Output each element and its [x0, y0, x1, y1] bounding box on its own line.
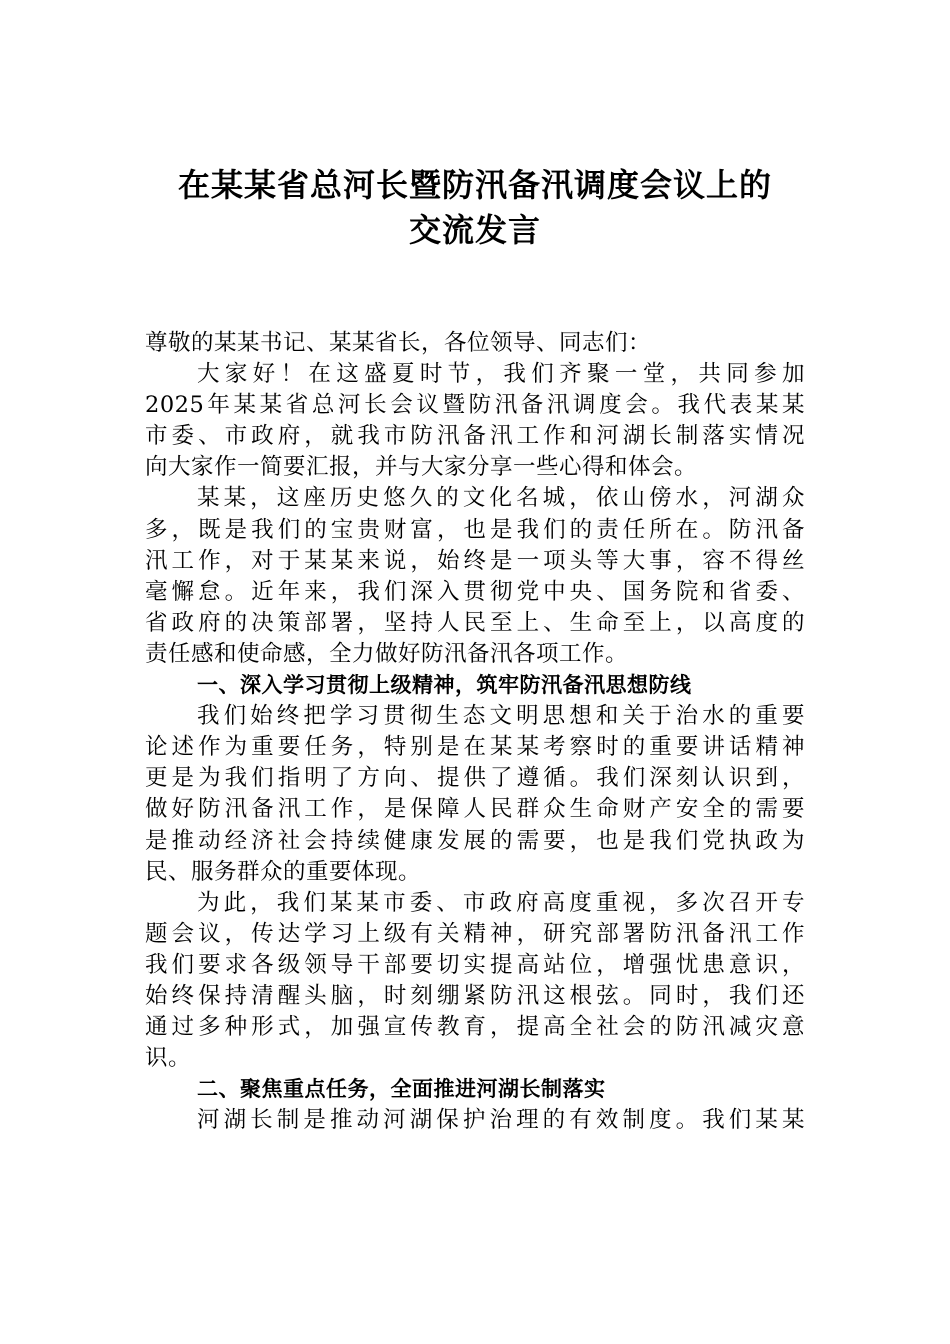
paragraph-line: 毫懈怠。近年来，我们深入贯彻党中央、国务院和省委、 [145, 578, 805, 605]
paragraph-line: 识。 [145, 1045, 192, 1072]
paragraph-line: 题会议，传达学习上级有关精神，研究部署防汛备汛工作 [145, 920, 805, 947]
paragraph-line: 民、服务群众的重要体现。 [145, 858, 422, 885]
paragraph-line: 向大家作一简要汇报，并与大家分享一些心得和体会。 [145, 454, 698, 481]
paragraph-line: 始终保持清醒头脑，时刻绷紧防汛这根弦。同时，我们还 [145, 982, 805, 1009]
section-heading-1: 一、深入学习贯彻上级精神，筑牢防汛备汛思想防线 [197, 673, 692, 698]
section-heading-2: 二、聚焦重点任务，全面推进河湖长制落实 [197, 1077, 606, 1102]
paragraph-line: 2025年某某省总河长会议暨防汛备汛调度会。我代表某某 [145, 392, 805, 419]
paragraph-line: 责任感和使命感，全力做好防汛备汛各项工作。 [145, 640, 629, 667]
paragraph-line: 大家好！在这盛夏时节，我们齐聚一堂，共同参加 [197, 361, 805, 388]
paragraph-line: 我们始终把学习贯彻生态文明思想和关于治水的重要 [197, 703, 805, 730]
paragraph-line: 做好防汛备汛工作，是保障人民群众生命财产安全的需要 [145, 796, 805, 823]
paragraph-line: 市委、市政府，就我市防汛备汛工作和河湖长制落实情况 [145, 423, 805, 450]
document-title-line-1: 在某某省总河长暨防汛备汛调度会议上的 [177, 166, 772, 204]
paragraph-line: 更是为我们指明了方向、提供了遵循。我们深刻认识到， [145, 765, 805, 792]
salutation: 尊敬的某某书记、某某省长，各位领导、同志们： [145, 330, 652, 356]
paragraph-line: 论述作为重要任务，特别是在某某考察时的重要讲话精神 [145, 734, 805, 761]
paragraph-line: 省政府的决策部署，坚持人民至上、生命至上，以高度的 [145, 609, 805, 636]
document-title-line-2: 交流发言 [408, 211, 541, 249]
paragraph-line: 多，既是我们的宝贵财富，也是我们的责任所在。防汛备 [145, 516, 805, 543]
paragraph-line: 我们要求各级领导干部要切实提高站位，增强忧患意识， [145, 951, 805, 978]
document-body [145, 328, 805, 1136]
paragraph-line: 河湖长制是推动河湖保护治理的有效制度。我们某某 [197, 1107, 805, 1134]
paragraph-line: 某某，这座历史悠久的文化名城，依山傍水，河湖众 [197, 485, 805, 512]
paragraph-line: 是推动经济社会持续健康发展的需要，也是我们党执政为 [145, 827, 805, 854]
paragraph-line: 为此，我们某某市委、市政府高度重视，多次召开专 [197, 889, 805, 916]
paragraph-line: 通过多种形式，加强宣传教育，提高全社会的防汛减灾意 [145, 1014, 805, 1041]
paragraph-line: 汛工作，对于某某来说，始终是一项头等大事，容不得丝 [145, 547, 805, 574]
